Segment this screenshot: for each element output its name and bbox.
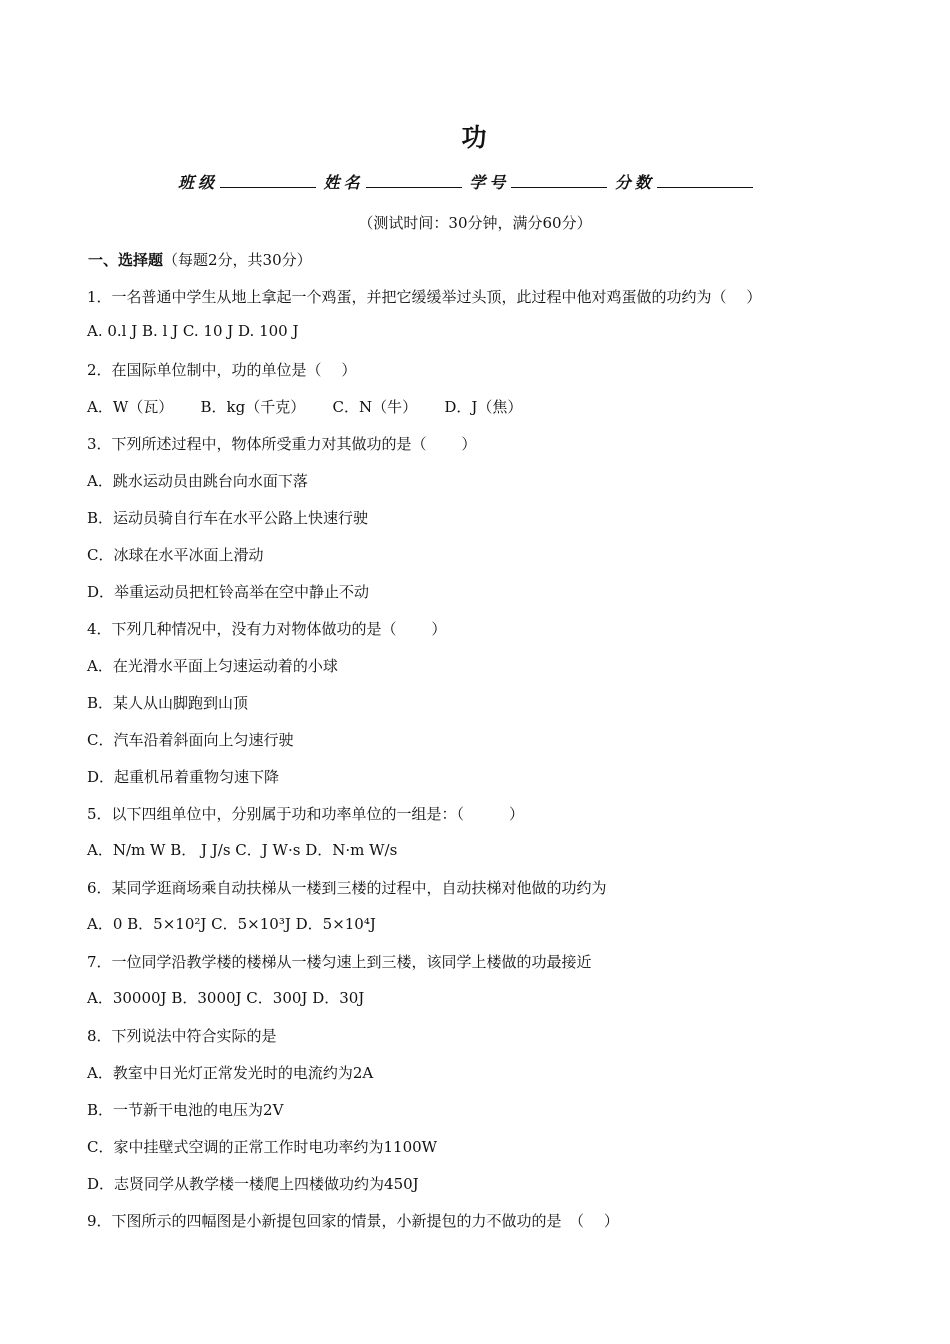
question-line: 4．下列几种情况中，没有力对物体做功的是（ ） [87,620,447,638]
class-blank [220,173,316,188]
option-line: D．举重运动员把杠铃高举在空中静止不动 [87,583,370,601]
option-line: B．某人从山脚跑到山顶 [87,694,249,712]
option-line: A. 0.l J B. l J C. 10 J D. 100 J [87,322,299,340]
section-note: （每题2分，共30分） [163,251,312,269]
option-line: A．在光滑水平面上匀速运动着的小球 [87,657,338,675]
option-line: C．冰球在水平冰面上滑动 [87,546,264,564]
number-label: 学号 [469,173,510,192]
number-blank [511,173,607,188]
option-line: C．汽车沿着斜面向上匀速行驶 [87,731,294,749]
option-line: A．0 B．5×10²J C．5×10³J D．5×10⁴J [87,915,376,933]
name-blank [366,173,462,188]
option-line: A．N/m W B． J J/s C．J W·s D．N·m W/s [87,841,398,859]
score-blank [657,173,753,188]
option-line: C．家中挂壁式空调的正常工作时电功率约为1100W [87,1138,438,1156]
option-line: A．教室中日光灯正常发光时的电流约为2A [87,1064,374,1082]
option-line: D．志贤同学从教学楼一楼爬上四楼做功约为450J [87,1175,419,1193]
option-line: A．W（瓦） B．kg（千克） C．N（牛） D．J（焦） [87,398,523,416]
option-line: A．30000J B．3000J C．300J D．30J [87,989,365,1007]
student-info-row [178,170,778,193]
name-label: 姓名 [323,173,364,192]
section-heading [88,249,312,270]
page-title: 功 [461,123,489,152]
question-line: 1．一名普通中学生从地上拿起一个鸡蛋，并把它缓缓举过头顶，此过程中他对鸡蛋做的功约为（ ） [87,288,762,306]
option-line: A．跳水运动员由跳台向水面下落 [87,472,308,490]
question-line: 9．下图所示的四幅图是小新提包回家的情景，小新提包的力不做功的是 （ ） [87,1212,619,1230]
option-line: B．运动员骑自行车在水平公路上快速行驶 [87,509,369,527]
option-line: D．起重机吊着重物匀速下降 [87,768,280,786]
test-time-note: （测试时间：30分钟，满分60分） [358,214,592,232]
question-line: 7．一位同学沿教学楼的楼梯从一楼匀速上到三楼，该同学上楼做的功最接近 [87,953,592,971]
score-label: 分数 [614,173,655,192]
section-title: 一、选择题 [88,251,164,269]
question-line: 3．下列所述过程中，物体所受重力对其做功的是（ ） [87,435,477,453]
question-line: 5．以下四组单位中，分别属于功和功率单位的一组是：（ ） [87,805,525,823]
question-line: 2．在国际单位制中，功的单位是（ ） [87,361,357,379]
question-line: 8．下列说法中符合实际的是 [87,1027,277,1045]
option-line: B．一节新干电池的电压为2V [87,1101,284,1119]
class-label: 班级 [178,173,219,192]
question-line: 6．某同学逛商场乘自动扶梯从一楼到三楼的过程中，自动扶梯对他做的功约为 [87,879,607,897]
